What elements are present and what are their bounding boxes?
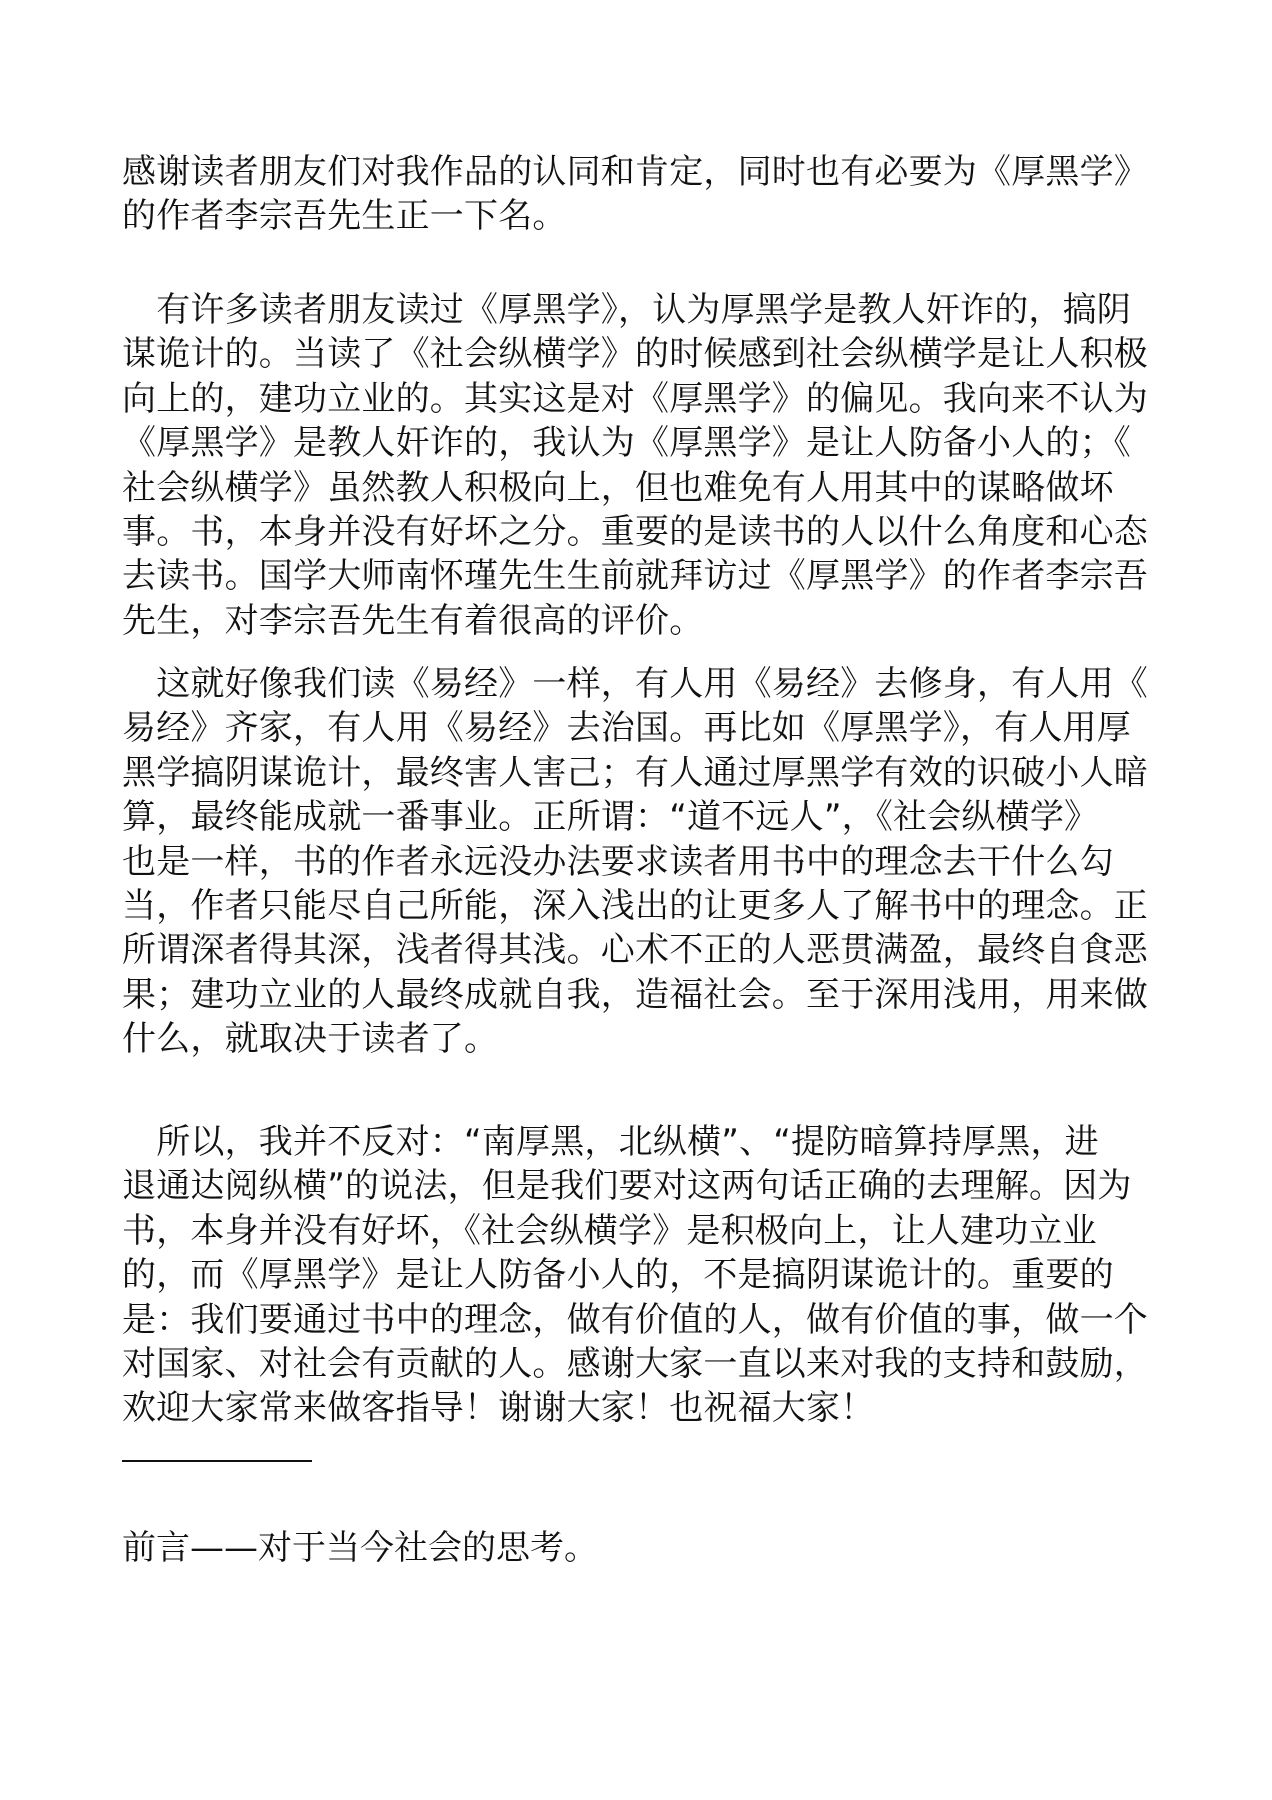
paragraph-conclusion	[122, 1120, 1162, 1431]
paragraph-line: 是：我们要通过书中的理念，做有价值的人，做有价值的事，做一个	[122, 1299, 1148, 1340]
preface-heading: 前言——对于当今社会的思考。	[122, 1528, 598, 1568]
paragraph-line: 欢迎大家常来做客指导！谢谢大家！也祝福大家！	[122, 1388, 875, 1429]
paragraph-line: 《厚黑学》是教人奸诈的，我认为《厚黑学》是让人防备小人的；《	[122, 423, 1131, 464]
paragraph-line: 谋诡计的。当读了《社会纵横学》的时候感到社会纵横学是让人积极	[122, 334, 1148, 375]
paragraph-line: 先生，对李宗吾先生有着很高的评价。	[122, 600, 704, 641]
paragraph-line: 算，最终能成就一番事业。正所谓：“道不远人”，《社会纵横学》	[122, 797, 1099, 838]
paragraph-line: 这就好像我们读《易经》一样，有人用《易经》去修身，有人用《	[122, 664, 1148, 704]
paragraph-houheixue-view	[122, 288, 1162, 643]
paragraph-line: 当，作者只能尽自己所能，深入浅出的让更多人了解书中的理念。正	[122, 885, 1148, 926]
paragraph-yijing-analogy	[122, 662, 1162, 1062]
paragraph-line: 也是一样，书的作者永远没办法要求读者用书中的理念去干什么勾	[122, 841, 1114, 882]
paragraph-line: 易经》齐家，有人用《易经》去治国。再比如《厚黑学》，有人用厚	[122, 708, 1131, 749]
paragraph-line: 黑学搞阴谋诡计，最终害人害己；有人通过厚黑学有效的识破小人暗	[122, 752, 1148, 793]
paragraph-line: 所谓深者得其深，浅者得其浅。心术不正的人恶贯满盈，最终自食恶	[122, 930, 1148, 971]
paragraph-thanks	[122, 150, 1162, 239]
paragraph-line: 对国家、对社会有贡献的人。感谢大家一直以来对我的支持和鼓励，	[122, 1343, 1148, 1384]
paragraph-line: 果；建功立业的人最终成就自我，造福社会。至于深用浅用，用来做	[122, 974, 1148, 1015]
paragraph-line: 感谢读者朋友们对我作品的认同和肯定，同时也有必要为《厚黑学》	[122, 152, 1148, 192]
section-divider	[122, 1460, 312, 1462]
paragraph-line: 书，本身并没有好坏，《社会纵横学》是积极向上，让人建功立业	[122, 1210, 1097, 1251]
paragraph-line: 的作者李宗吾先生正一下名。	[122, 196, 567, 237]
paragraph-line: 有许多读者朋友读过《厚黑学》，认为厚黑学是教人奸诈的，搞阴	[122, 290, 1131, 330]
paragraph-line: 社会纵横学》虽然教人积极向上，但也难免有人用其中的谋略做坏	[122, 467, 1114, 508]
paragraph-line: 去读书。国学大师南怀瑾先生生前就拜访过《厚黑学》的作者李宗吾	[122, 556, 1148, 597]
paragraph-line: 什么，就取决于读者了。	[122, 1019, 499, 1060]
paragraph-line: 退通达阅纵横”的说法，但是我们要对这两句话正确的去理解。因为	[122, 1166, 1132, 1207]
paragraph-line: 的，而《厚黑学》是让人防备小人的，不是搞阴谋诡计的。重要的	[122, 1255, 1114, 1296]
paragraph-line: 事。书，本身并没有好坏之分。重要的是读书的人以什么角度和心态	[122, 511, 1148, 552]
paragraph-line: 所以，我并不反对：“南厚黑，北纵横”、“提防暗算持厚黑，进	[122, 1122, 1099, 1162]
paragraph-line: 向上的，建功立业的。其实这是对《厚黑学》的偏见。我向来不认为	[122, 378, 1148, 419]
